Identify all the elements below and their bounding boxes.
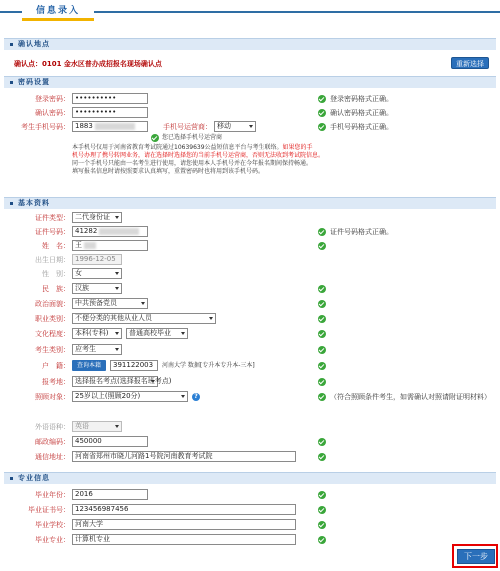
phone-row <box>0 121 500 133</box>
phone-label: 考生手机号码： <box>21 123 70 131</box>
zip-row <box>0 436 500 448</box>
foreign-row <box>0 421 500 433</box>
exam-place-select[interactable]: 选择报名考点(选择报名班考点) <box>72 376 158 387</box>
section-major-header <box>4 472 496 484</box>
examtype-label: 考生类别： <box>35 346 70 354</box>
check-icon <box>318 536 326 544</box>
school-label: 毕业学校： <box>35 521 70 529</box>
confirm-site: 确认点：0101 金水区普办成招报名现场确认点 <box>14 60 162 68</box>
examtype-row <box>0 344 500 356</box>
check-icon <box>151 134 159 142</box>
gender-label: 性 别： <box>42 270 70 278</box>
reselect-button[interactable]: 重新选择 <box>451 57 489 69</box>
check-icon <box>318 378 326 386</box>
phone-value: 1883 <box>75 122 93 130</box>
grad-year-label: 毕业年份： <box>35 491 70 499</box>
check-icon <box>318 393 326 401</box>
gender-select[interactable]: 女 <box>72 268 122 279</box>
login-password-input[interactable]: •••••••••• <box>72 93 148 104</box>
nation-select[interactable]: 汉族 <box>72 283 122 294</box>
section-title: 密码设置 <box>18 78 50 86</box>
idno-value: 41282 <box>75 227 98 235</box>
confirm-password-label: 确认密码： <box>35 109 70 117</box>
address-row <box>0 451 500 463</box>
education-level-select[interactable]: 本科(专科) <box>72 328 122 339</box>
section-basic-header <box>4 197 496 209</box>
name-label: 姓 名： <box>42 242 70 250</box>
school-input[interactable]: 河南大学 <box>72 519 296 530</box>
note-line-text: 本手机号仅用于河南省教育考试院通过10639639公益短信息平台与考生联络。 <box>72 144 283 151</box>
bonus-label: 照顾对象： <box>35 393 70 401</box>
note-line: 同一个手机号只能由一名考生进行使用，请您使用本人手机号并在今年报名期间保持畅通。 <box>72 160 313 167</box>
idtype-label: 证件类型： <box>35 214 70 222</box>
note-line: 机号办理了携号转网业务，请在选择时选择您的当前手机号运营商，否则无法收到考试院信息。 <box>72 152 325 159</box>
foreign-label: 外语语种： <box>35 423 70 431</box>
idtype-row <box>0 212 500 224</box>
examtype-select[interactable]: 应考生 <box>72 344 122 355</box>
birth-row <box>0 254 500 266</box>
check-icon <box>318 109 326 117</box>
nation-label: 民 族： <box>42 285 70 293</box>
confirm-password-ok: 确认密码格式正确。 <box>330 109 393 117</box>
idno-label: 证件号码： <box>35 228 70 236</box>
gender-row <box>0 268 500 280</box>
zip-label: 邮政编码： <box>35 438 70 446</box>
section-password-header <box>4 76 496 88</box>
exam-place-label: 报考地： <box>42 378 70 386</box>
redacted-mark <box>99 228 139 235</box>
section-confirm-header <box>4 38 496 50</box>
check-icon <box>318 285 326 293</box>
idtype-select[interactable]: 二代身份证 <box>72 212 122 223</box>
check-icon <box>318 242 326 250</box>
major-row <box>0 534 500 546</box>
phone-input[interactable] <box>72 121 148 132</box>
idno-input[interactable] <box>72 226 148 237</box>
redacted-mark <box>95 123 135 130</box>
check-icon <box>318 330 326 338</box>
nation-row <box>0 283 500 295</box>
carrier-label: 手机号运营商： <box>163 123 212 131</box>
name-row <box>0 240 500 252</box>
login-password-ok: 登录密码格式正确。 <box>330 95 393 103</box>
bonus-row <box>0 391 500 403</box>
check-icon <box>318 362 326 370</box>
address-label: 通信地址： <box>35 453 70 461</box>
household-text: 河南大学 数据[专升本专升本-三本] <box>162 362 255 369</box>
carrier-ok-text: 您已选择手机号运营商 <box>162 134 223 141</box>
school-row <box>0 519 500 531</box>
confirm-password-input[interactable]: •••••••••• <box>72 107 148 118</box>
section-title: 基本资料 <box>18 199 50 207</box>
carrier-select[interactable]: 移动 <box>214 121 256 132</box>
foreign-select: 英语 <box>72 421 122 432</box>
section-title: 确认地点 <box>18 40 50 48</box>
education-type-select[interactable]: 普通高校毕业 <box>126 328 188 339</box>
exam-place-row <box>0 376 500 388</box>
name-input[interactable] <box>72 240 148 251</box>
major-label: 毕业专业： <box>35 536 70 544</box>
cert-label: 毕业证书号： <box>28 506 70 514</box>
check-icon <box>318 521 326 529</box>
check-icon <box>318 228 326 236</box>
career-row <box>0 313 500 325</box>
career-label: 职业类别： <box>35 315 70 323</box>
politics-select[interactable]: 中共预备党员 <box>72 298 148 309</box>
zip-input[interactable]: 450000 <box>72 436 148 447</box>
confirm-password-row <box>0 107 500 119</box>
check-icon <box>318 506 326 514</box>
politics-row <box>0 298 500 310</box>
login-password-label: 登录密码： <box>35 95 70 103</box>
check-icon <box>318 315 326 323</box>
check-icon <box>318 346 326 354</box>
check-icon <box>318 453 326 461</box>
grad-year-row <box>0 489 500 501</box>
education-label: 文化程度： <box>35 330 70 338</box>
phone-note <box>72 144 492 176</box>
grad-year-input[interactable]: 2016 <box>72 489 148 500</box>
birth-label: 出生日期： <box>35 256 70 264</box>
check-icon <box>318 95 326 103</box>
check-icon <box>318 438 326 446</box>
cert-row <box>0 504 500 516</box>
household-code-input[interactable]: 391122003 <box>110 360 158 371</box>
bullet-icon <box>10 81 13 84</box>
section-title: 专业信息 <box>18 474 50 482</box>
page-header <box>0 0 500 24</box>
household-label: 户 籍： <box>42 362 70 370</box>
address-input[interactable]: 河南省郑州市晓儿河路1号院河南教育考试院 <box>72 451 296 462</box>
bullet-icon <box>10 43 13 46</box>
bonus-note: （符合照顾条件考生，如需确认对照请附证明材料） <box>330 393 491 401</box>
check-icon <box>318 123 326 131</box>
bullet-icon <box>10 202 13 205</box>
household-row <box>0 360 500 372</box>
next-button[interactable]: 下一步 <box>457 549 495 564</box>
note-line: 填写报名信息时请按照要求认真填写，重置密码时也将用到该手机号码。 <box>72 168 265 175</box>
bonus-select[interactable]: 25岁以上(照顾20分) <box>72 391 188 402</box>
education-row <box>0 328 500 340</box>
bullet-icon <box>10 477 13 480</box>
check-icon <box>318 491 326 499</box>
carrier-ok <box>162 134 222 142</box>
birth-input: 1996-12-05 <box>72 254 122 265</box>
query-household-button[interactable]: 查询本籍 <box>72 360 106 371</box>
check-icon <box>318 300 326 308</box>
name-value: 王 <box>75 241 82 249</box>
page-title: 信息录入 <box>22 5 94 21</box>
note-line <box>72 144 492 152</box>
redacted-mark <box>84 242 96 249</box>
politics-label: 政治面貌： <box>35 300 70 308</box>
phone-ok: 手机号码格式正确。 <box>330 123 393 131</box>
career-select[interactable]: 不便分类的其他从业人员 <box>72 313 216 324</box>
idno-row <box>0 226 500 238</box>
cert-input[interactable]: 123456987456 <box>72 504 296 515</box>
idno-ok: 证件号码格式正确。 <box>330 228 393 236</box>
major-input[interactable]: 计算机专业 <box>72 534 296 545</box>
login-password-row <box>0 93 500 105</box>
note-red-text: 如果您的手 <box>282 144 313 151</box>
help-icon[interactable]: ? <box>192 393 200 401</box>
